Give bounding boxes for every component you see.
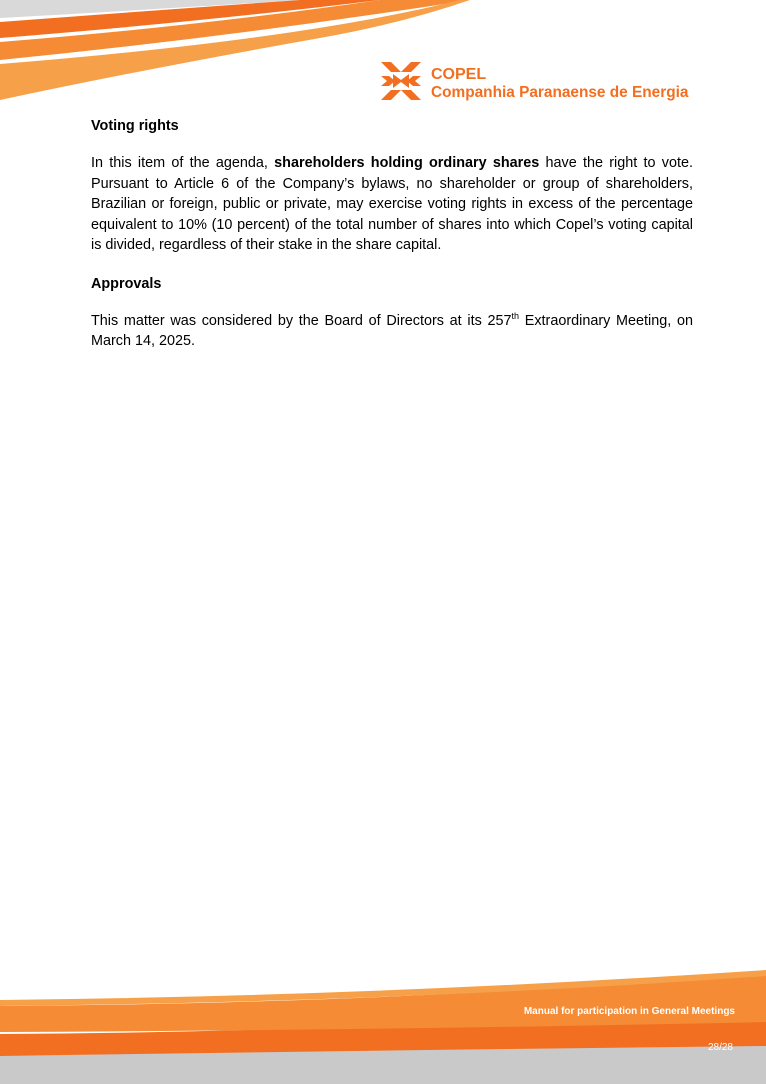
footer-manual-title: Manual for participation in General Meetings <box>523 1006 735 1017</box>
voting-rights-paragraph <box>91 153 693 256</box>
logo-company-subtitle: Companhia Paranaense de Energia <box>431 84 689 101</box>
logo-company-name: COPEL <box>431 66 487 83</box>
voting-rights-intro: In this item of the agenda, <box>91 155 275 171</box>
voting-rights-rest: have the right to vote. Pursuant to Article 6 of the Company’s bylaws, no shareholder or group of shareholders, Brazilian or foreign, public or private, may exercise voting rights in excess of the percentage equivalent to 10% (10 percent) of the total number of shares into which Copel’s voting capital is divided, regardless of their stake in the share capital. <box>91 155 693 253</box>
approvals-text-after: Extraordinary Meeting, on March 14, 2025. <box>91 312 693 349</box>
page-number: 28/28 <box>707 1042 733 1053</box>
approvals-paragraph <box>91 311 693 352</box>
approvals-text-before: This matter was considered by the Board of Directors at its 257 <box>91 312 512 329</box>
voting-rights-bold-phrase: shareholders holding ordinary shares <box>274 155 540 171</box>
document-body <box>91 116 693 370</box>
approvals-heading: Approvals <box>91 275 162 292</box>
copel-logo <box>379 60 691 104</box>
voting-rights-heading: Voting rights <box>91 118 179 134</box>
footer-decorative-band <box>0 960 766 1084</box>
approvals-superscript: th <box>511 310 520 321</box>
copel-logo-mark <box>379 60 423 102</box>
